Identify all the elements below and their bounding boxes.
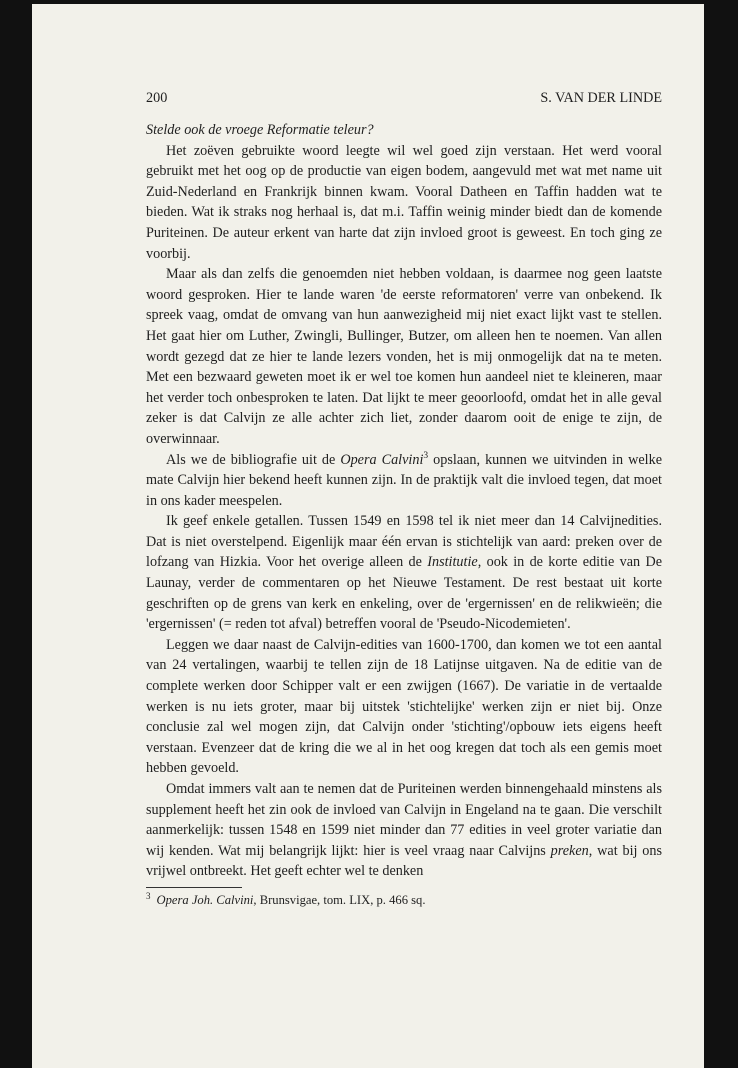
page-number: 200 [146, 90, 168, 106]
paragraph-4-end: , ook in de korte editie van De Launay, verder de commentaren op het Nieuwe Testament. De rest bestaat uit korte geschriften op de grens van kerk en enkeling, over de 'ergernissen' en de relikwieën; die 'ergernissen' (= reden tot afval) betreffen vooral de 'Pseudo-Nicodemieten'. [146, 554, 662, 633]
body-text [146, 120, 662, 882]
footnote-title: Opera Joh. Calvini [156, 893, 254, 907]
footnote-number: 3 [146, 891, 151, 901]
paragraph-4-start: Ik geef enkele getallen. Tussen 1549 en 1598 tel ik niet meer dan 14 Calvijnedities. Dat is niet overstelpend. Eigenlijk maar één ervan is stichtelijk van aard: preken over de lofzang van Hizkia. Voor het overige alleen de [146, 513, 662, 571]
scan-border-right [704, 0, 738, 1068]
footnote-rule [146, 887, 242, 888]
paragraph-3 [146, 450, 662, 512]
paragraph-6 [146, 779, 662, 882]
footnote-reference[interactable]: 3 [423, 450, 429, 461]
paragraph-5: Leggen we daar naast de Calvijn-edities van 1600-1700, dan komen we tot een aantal van 24 vertalingen, waarbij te tellen zijn de 18 Latijnse uitgaven. Na de editie van de complete werken door Schipper valt er een zwijgen (1667). De variatie in de vertaalde werken is nu iets groter, maar bij uitstek 'stichtelijke' werken zijn er niet bij. Onze conclusie zal wel mogen zijn, dat Calvijn onder 'stichting'/opbouw iets eigens heeft verstaan. Evenzeer dat de kring die we al in het oog kregen dat toch als een gemis moet hebben gevoeld. [146, 636, 662, 777]
institutie-title: Institutie [427, 554, 478, 571]
paragraph-1: Het zoëven gebruikte woord leegte wil wel goed zijn verstaan. Het werd vooral gebruikt met het oog op de productie van eigen bodem, aangevuld met wat met name uit Zuid-Nederland en Frankrijk binnen kwam. Vooral Datheen en Taffin hadden wat te bieden. Wat ik straks nog herhaal is, dat m.i. Taffin weinig minder biedt dan de komende Puriteinen. De auteur erkent van harte dat zijn invloed groot is geweest. En toch ging ze voorbij. [146, 142, 662, 262]
opera-calvini-title: Opera Calvini [340, 451, 424, 468]
footnote [146, 892, 662, 908]
footnote-citation: , Brunsvigae, tom. LIX, p. 466 sq. [253, 893, 426, 907]
paragraph-6-start: Omdat immers valt aan te nemen dat de Puriteinen werden binnengehaald minstens als supplement heeft het zin ook de invloed van Calvijn in Engeland na te gaan. Die verschilt aanmerkelijk: tussen 1548 en 1599 niet minder dan 77 edities in veel groter variatie dan wij kenden. Wat mij belangrijk lijkt: hier is veel vraag naar Calvijns [146, 781, 662, 859]
paragraph-4 [146, 511, 662, 635]
preken-emphasis: preken [550, 842, 589, 859]
paragraph-2: Maar als dan zelfs die genoemden niet hebben voldaan, is daarmee nog geen laatste woord gesproken. Hier te lande waren 'de eerste reformatoren' verre van onbekend. Ik spreek vaag, omdat de omvang van hun aanwezigheid mij niet exact lijkt vast te stellen. Het gaat hier om Luther, Zwingli, Bullinger, Butzer, om alleen hen te noemen. Van allen wordt gezegd dat ze hier te lande lezers vonden, het is mij onmogelijk dat na te meten. Met een bezwaard geweten moet ik er wel toe komen hun aandeel niet te kleineren, maar het verder toch onbesproken te laten. Dat lijkt te meer geoorloofd, omdat het in alle geval zeker is dat Calvijn ze alle achter zich liet, zonder daarom ooit de enige te zijn, de overwinnaar. [146, 266, 662, 447]
paragraph-3-end: opslaan, kunnen we uitvinden in welke mate Calvijn hier bekend heeft kunnen zijn. In de praktijk valt die invloed tegen, dat moet in ons kader meespelen. [146, 451, 662, 509]
section-heading: Stelde ook de vroege Reformatie teleur? [146, 122, 374, 138]
paragraph-3-start: Als we de bibliografie uit de [166, 451, 341, 468]
paragraph-6-end: , wat bij ons vrijwel ontbreekt. Het geeft echter wel te denken [146, 842, 663, 880]
running-head: S. VAN DER LINDE [540, 90, 662, 106]
scan-border-left [0, 0, 32, 1068]
page-header [146, 90, 662, 107]
